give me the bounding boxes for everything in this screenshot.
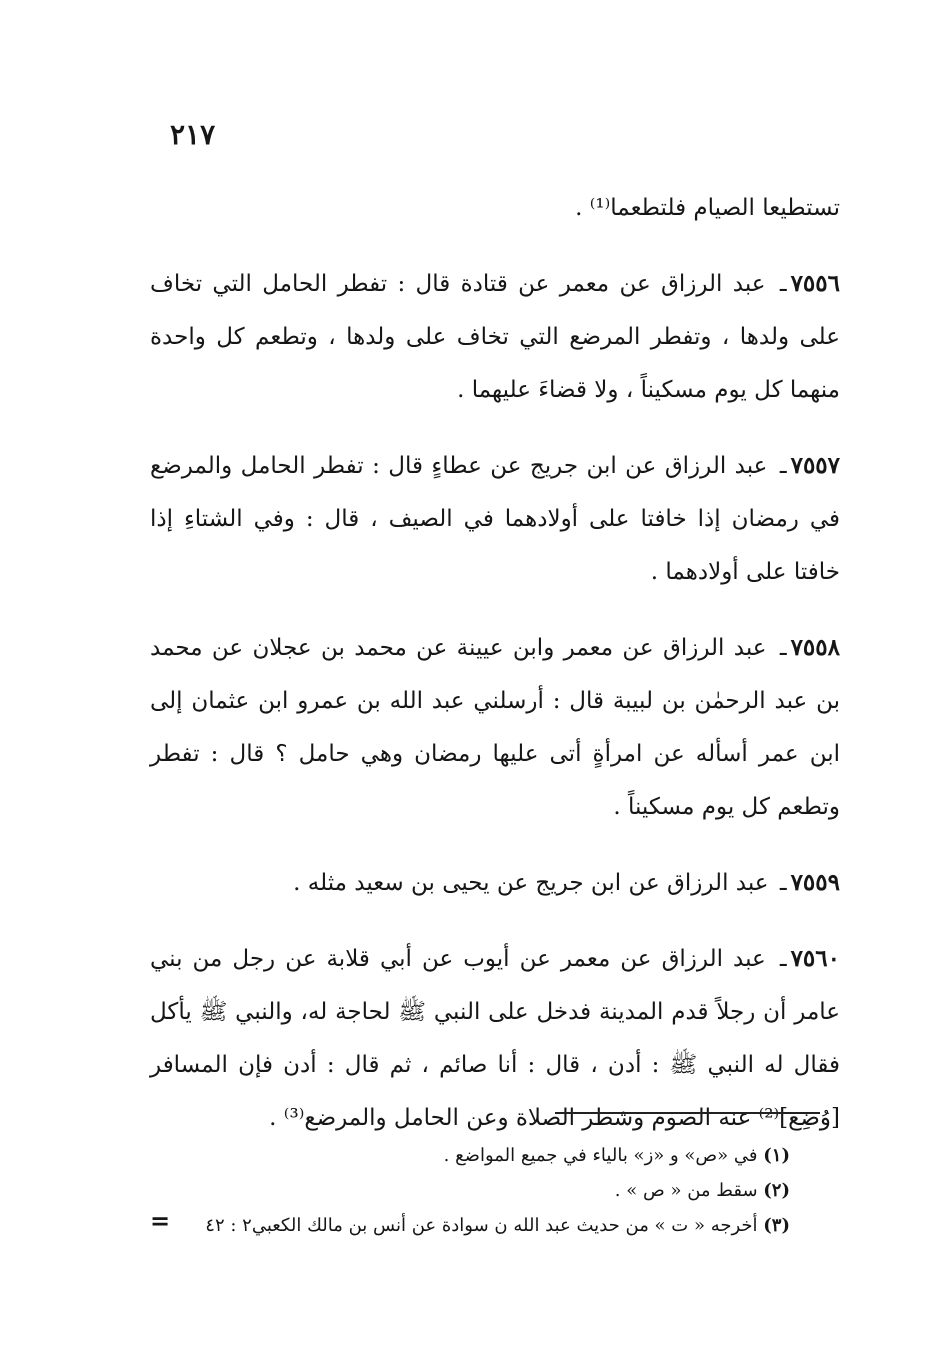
hadith-text: عبد الرزاق عن ابن جريج عن عطاءٍ قال : تفطر الحامل والمرضع في رمضان إذا خافتا على أولادهما في الصيف ، قال : وفي الشتاءِ إذا خافتا على أولادهما . [150, 453, 840, 585]
hadith-text: عبد الرزاق عن ابن جريج عن يحيى بن سعيد مثله . [293, 870, 769, 896]
main-text [150, 182, 840, 1167]
page-number: ٢١٧ [170, 118, 216, 151]
hadith-number: ٧٥٦٠ [790, 945, 840, 972]
hadith-7560: ٧٥٦٠ـ عبد الرزاق عن معمر عن أيوب عن أبي قلابة عن رجل من بني عامر أن رجلاً قدم المدينة فدخل على النبي ﷺ لحاجة له، والنبي ﷺ يأكل فقال له النبي ﷺ : أدن ، قال : أنا صائم ، ثم قال : أدن فإن المسافر [وُضِع]⁽²⁾ عنه الصوم وشطر الصلاة وعن الحامل والمرضع⁽³⁾ . [150, 945, 840, 1131]
footnote-text: سقط من « ص » . [614, 1180, 758, 1201]
hadith-text: عبد الرزاق عن معمر عن قتادة قال : تفطر الحامل التي تخاف على ولدها ، وتفطر المرضع التي تخاف على ولدها ، وتطعم كل واحدة منهما كل يوم مسكيناً ، ولا قضاءَ عليهما . [150, 271, 840, 403]
hadith-number: ٧٥٥٩ [790, 869, 840, 896]
footnote-3 [150, 1208, 790, 1243]
hadith-7557: ٧٥٥٧ـ عبد الرزاق عن ابن جريج عن عطاءٍ قال : تفطر الحامل والمرضع في رمضان إذا خافتا على أولادهما في الصيف ، قال : وفي الشتاءِ إذا خافتا على أولادهما . [150, 452, 841, 585]
hadith-text: عبد الرزاق عن معمر عن أيوب عن أبي قلابة عن رجل من بني عامر أن رجلاً قدم المدينة فدخل على النبي ﷺ لحاجة له، والنبي ﷺ يأكل فقال له النبي ﷺ : أدن ، قال : أنا صائم ، ثم قال : أدن فإن المسافر [وُضِع]⁽²⁾ عنه الصوم وشطر الصلاة وعن الحامل والمرضع⁽³⁾ . [150, 946, 840, 1131]
footnote-divider [555, 1112, 820, 1114]
footnote-text: في «ص» و «ز» بالياء في جميع المواضع . [443, 1145, 758, 1166]
paragraph-continuation [150, 182, 840, 235]
footnote-2 [150, 1173, 790, 1208]
footnote-number: (٢) [763, 1180, 790, 1201]
footnote-number: (١) [763, 1145, 790, 1166]
footnote-text: أخرجه « ت » من حديث عبد الله ن سوادة عن أنس بن مالك الكعبي٢ : ٤٢ [205, 1215, 758, 1236]
hadith-number: ٧٥٥٨ [790, 634, 840, 661]
hadith-7559: ٧٥٥٩ـ عبد الرزاق عن ابن جريج عن يحيى بن سعيد مثله . [293, 869, 840, 896]
footnote-number: (٣) [763, 1215, 790, 1236]
hadith-7556: ٧٥٥٦ـ عبد الرزاق عن معمر عن قتادة قال : تفطر الحامل التي تخاف على ولدها ، وتفطر المرضع التي تخاف على ولدها ، وتطعم كل واحدة منهما كل يوم مسكيناً ، ولا قضاءَ عليهما . [150, 270, 840, 403]
paragraph-text: تستطيعا الصيام فلتطعما⁽¹⁾ . [575, 195, 840, 221]
footnotes [150, 1138, 790, 1243]
continuation-mark: = [150, 1206, 171, 1235]
footnote-1 [150, 1138, 790, 1173]
hadith-number: ٧٥٥٦ [790, 270, 840, 297]
hadith-7558: ٧٥٥٨ـ عبد الرزاق عن معمر وابن عيينة عن محمد بن عجلان عن محمد بن عبد الرحمٰن بن لبيبة قال : أرسلني عبد الله بن عمرو ابن عثمان إلى ابن عمر أسأله عن امرأةٍ أتى عليها رمضان وهي حامل ؟ قال : تفطر وتطعم كل يوم مسكيناً . [150, 634, 840, 820]
hadith-number: ٧٥٥٧ [790, 452, 841, 479]
hadith-text: عبد الرزاق عن معمر وابن عيينة عن محمد بن عجلان عن محمد بن عبد الرحمٰن بن لبيبة قال : أرسلني عبد الله بن عمرو ابن عثمان إلى ابن عمر أسأله عن امرأةٍ أتى عليها رمضان وهي حامل ؟ قال : تفطر وتطعم كل يوم مسكيناً . [150, 635, 840, 820]
